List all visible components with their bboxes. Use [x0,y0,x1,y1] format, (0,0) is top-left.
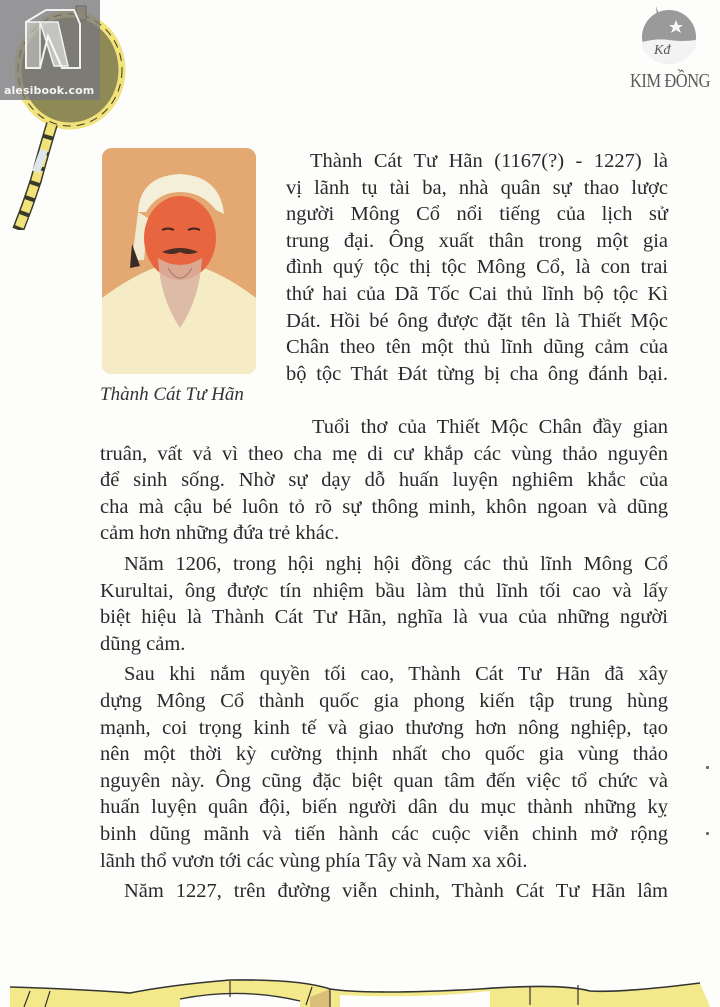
watermark [0,0,100,100]
text-line: người Mông Cổ nổi tiếng của lịch sử [286,203,668,226]
text-line: lãnh thổ vươn tới các vùng phía Tây và Nam xa xôi. [100,849,528,872]
alesibook-logo-icon [18,8,86,78]
text-line: Thành Cát Tư Hãn (1167(?) - 1227) là [310,150,668,172]
publisher-logo [618,0,714,104]
publisher-name: KIM ĐỒNG [630,70,711,92]
svg-text:Kđ: Kđ [654,43,671,58]
text-line: Dát. Hồi bé ông được đặt tên là Thiết Mộc [286,309,668,332]
text-line: Năm 1206, trong hội nghị hội đồng các thủ lĩnh Mông Cổ [124,552,668,575]
text-line: Kurultai, ông được tín nhiệm bầu làm thủ lĩnh tối cao và lấy [100,579,668,602]
text-line: cảm hơn những đứa trẻ khác. [100,522,340,545]
bottom-border-ornament-icon [0,977,720,1007]
text-line: đình quý tộc thị tộc Mông Cổ, là con trai [286,256,668,279]
text-line: nên một thời kỳ cường thịnh nhất cho quốc gia vùng thảo [100,743,668,766]
text-line: thứ hai của Dã Tốc Cai thủ lĩnh bộ tộc Kì [286,282,668,305]
paragraph-1206 [100,551,668,657]
text-line: Tuổi thơ của Thiết Mộc Chân đầy gian [312,416,668,438]
scan-speck [706,832,709,835]
portrait-caption: Thành Cát Tư Hãn [100,384,244,405]
kim-dong-emblem-icon [638,4,700,66]
text-line: vị lãnh tụ tài ba, nhà quân sự thao lược [286,176,668,199]
text-line: Sau khi nắm quyền tối cao, Thành Cát Tư Hãn đã xây [124,663,668,686]
portrait-image [102,148,256,374]
text-line: bộ tộc Thát Đát từng bị cha ông đánh bại. [286,362,668,385]
text-line: mạnh, coi trọng kinh tế và giao thương hơn nông nghiệp, tạo [100,716,668,739]
genghis-khan-portrait-icon [102,148,256,374]
text-line: Năm 1227, trên đường viễn chinh, Thành Cát Tư Hãn lâm [124,880,668,903]
text-line: cha mà cậu bé luôn tỏ rõ sự thông minh, khôn ngoan và dũng [100,495,668,518]
text-line: dũng cảm. [100,632,186,655]
paragraph-childhood [100,414,668,547]
text-line: nguyên này. Ông cũng đặc biệt quan tâm đến việc tổ chức và [100,769,668,792]
body-text [100,414,668,905]
text-line: truân, vất vả vì theo cha mẹ di cư khắp các vùng thảo nguyên [100,442,668,465]
text-line: biệt hiệu là Thành Cát Tư Hãn, nghĩa là vua của những người [100,606,668,629]
text-line: binh dũng mãnh và tiến hành các cuộc viễn chinh mở rộng [100,822,668,845]
text-line: Chân theo tên một thủ lĩnh dũng cảm của [286,336,668,359]
watermark-text: alesibook.com [4,84,95,97]
intro-paragraph [286,148,668,387]
scan-speck [706,766,709,769]
paragraph-rule [100,661,668,874]
text-line: trung đại. Ông xuất thân trong một gia [286,229,668,252]
paragraph-1227 [100,878,668,905]
text-line: để sinh sống. Nhờ sự dạy dỗ huấn luyện nghiêm khắc của [100,469,668,492]
text-line: dựng Mông Cổ thành quốc gia phong kiến tập trung hùng [100,689,668,712]
text-line: huấn luyện quân đội, biến người dân du mục thành những kỵ [100,796,668,819]
